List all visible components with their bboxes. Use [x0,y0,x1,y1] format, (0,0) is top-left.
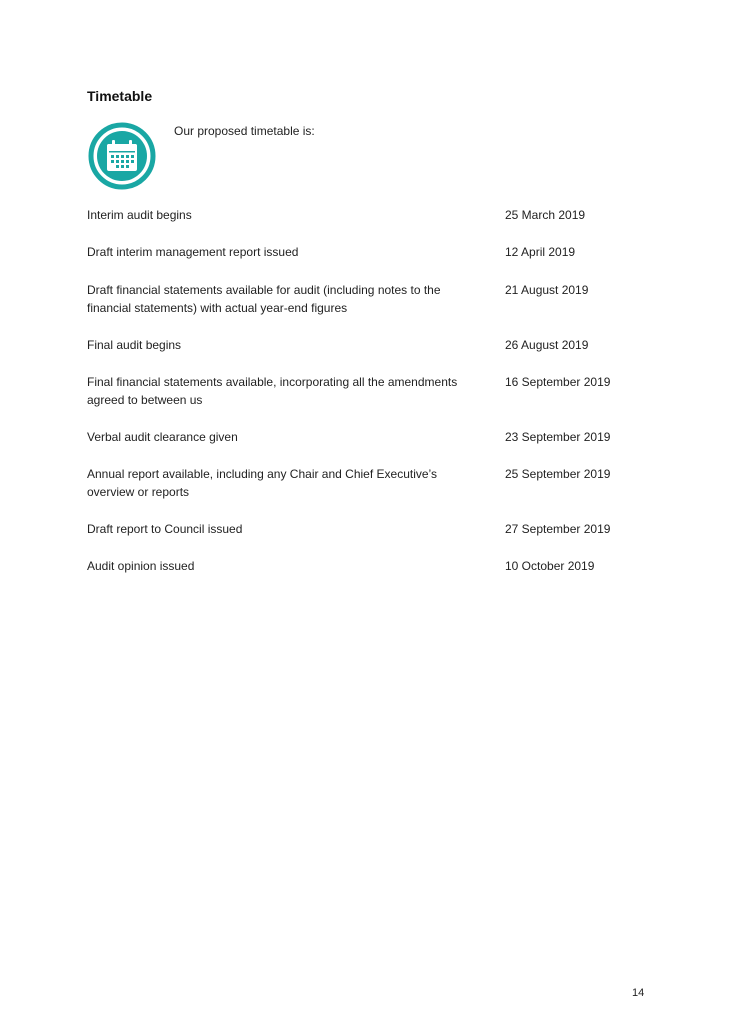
event-date: 21 August 2019 [505,283,589,297]
event-label: Final financial statements available, incorporating all the amendments agreed to between us [87,375,458,407]
section-heading: Timetable [87,88,153,104]
event-date: 27 September 2019 [505,522,611,536]
timetable-row [87,465,647,501]
timetable-row [87,243,647,261]
timetable-list [87,206,647,575]
timetable-row [87,373,647,409]
event-label: Interim audit begins [87,208,192,222]
event-label: Final audit begins [87,338,182,352]
event-label: Draft report to Council issued [87,522,243,536]
timetable-row [87,206,647,224]
timetable-row [87,557,647,575]
event-date: 16 September 2019 [505,375,611,389]
intro-text: Our proposed timetable is: [174,124,315,138]
event-label: Verbal audit clearance given [87,430,238,444]
event-label: Draft financial statements available for audit (including notes to the financial statements) with actual year-end figures [87,283,441,315]
timetable-row [87,336,647,354]
event-label: Draft interim management report issued [87,245,299,259]
event-date: 25 March 2019 [505,208,586,222]
event-date: 23 September 2019 [505,430,611,444]
event-date: 26 August 2019 [505,338,589,352]
event-date: 10 October 2019 [505,559,595,573]
event-date: 25 September 2019 [505,467,611,481]
calendar-icon [88,122,156,190]
timetable-row [87,428,647,446]
event-label: Annual report available, including any Chair and Chief Executive’s overview or reports [87,467,437,499]
timetable-row [87,281,647,317]
event-label: Audit opinion issued [87,559,195,573]
calendar-icon-graphic [88,122,156,190]
timetable-row [87,520,647,538]
page-number: 14 [632,987,645,999]
event-date: 12 April 2019 [505,245,576,259]
